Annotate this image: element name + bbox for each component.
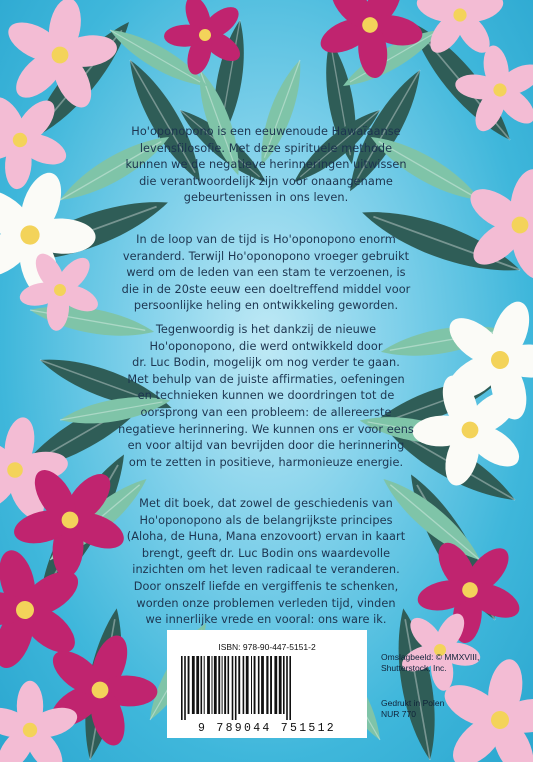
barcode-bar <box>283 656 285 714</box>
plumeria-flower <box>448 154 533 294</box>
text-line: oorsprong van een probleem: de allereerste <box>140 405 392 419</box>
text-line: om te zetten in positieve, harmonieuze energie. <box>128 455 404 469</box>
barcode-bar <box>286 656 288 720</box>
text-line: Met dit boek, dat zowel de geschiedenis van <box>139 497 393 510</box>
barcode-bar <box>254 656 256 714</box>
text-line: Door onszelf liefde en vergiffenis te schenken, <box>133 579 399 593</box>
image-credit <box>381 652 479 674</box>
barcode-bar <box>279 656 282 714</box>
text-line: Ho'oponopono is een eeuwenoude Hawaïaanse <box>131 125 401 138</box>
text-line: en technieken kunnen we doordringen tot de <box>137 389 395 403</box>
barcode-bar <box>243 656 245 714</box>
barcode-bar <box>232 656 234 720</box>
text-line: en voor altijd van bevrijden door die herinnering <box>127 439 405 453</box>
print-country: Gedrukt in Polen <box>381 698 445 708</box>
text-line: veranderd. Terwijl Ho'oponopono vroeger gebruikt <box>122 249 410 263</box>
barcode-bar <box>289 656 291 720</box>
barcode-bar <box>266 656 268 714</box>
barcode-bar <box>251 656 252 714</box>
paragraph-book <box>110 496 422 629</box>
text-line: persoonlijke heling en ontwikkeling geworden. <box>133 299 399 313</box>
nur-code: NUR 770 <box>381 709 416 719</box>
barcode-panel <box>167 630 367 738</box>
barcode-bar <box>212 656 213 714</box>
barcode-bar <box>204 656 205 714</box>
barcode-bar <box>261 656 264 714</box>
credit-line: Omslagbeeld: © MMXVIII, <box>381 652 480 662</box>
barcode-bar <box>207 656 210 714</box>
barcode-bar <box>228 656 230 714</box>
barcode-bar <box>246 656 249 714</box>
text-line: Met behulp van de juiste affirmaties, oefeningen <box>127 372 405 386</box>
text-line: werd om de leden van een stam te verzoenen, is <box>126 266 406 280</box>
flower-petals <box>446 37 533 141</box>
barcode-bar <box>201 656 203 714</box>
barcode-bar <box>188 656 190 714</box>
paragraph-intro <box>110 124 422 207</box>
barcode-number: 9 789044 751512 <box>197 722 337 735</box>
text-line: inzichten om het leven radicaal te veranderen. <box>132 563 400 577</box>
text-line: In de loop van de tijd is Ho'oponopono enorm <box>136 233 396 246</box>
text-line: worden onze problemen verleden tijd, vinden <box>136 596 396 610</box>
text-line: kunnen we de negatieve herinneringen uitwissen <box>125 158 407 172</box>
barcode-bar <box>270 656 272 714</box>
barcode-bar <box>196 656 199 714</box>
barcode-bar <box>222 656 223 714</box>
text-line: Ho'oponopono als de belangrijkste principes <box>139 513 393 527</box>
barcode-bar <box>235 656 237 720</box>
barcode-bar <box>218 656 220 714</box>
text-line: Tegenwoordig is het dankzij de nieuwe <box>155 323 377 336</box>
text-line: (Aloha, de Huna, Mana enzovoort) ervan in kaart <box>126 530 406 544</box>
print-info <box>381 698 444 720</box>
text-line: gebeurtenissen in ons leven. <box>183 191 349 205</box>
plumeria-flower <box>446 37 533 141</box>
barcode-bar <box>258 656 260 714</box>
text-line: dr. Luc Bodin, mogelijk om nog verder te gaan. <box>132 356 400 370</box>
barcode-bar <box>184 656 186 720</box>
text-line: levensfilosofie. Met deze spirituele methode <box>139 141 393 155</box>
barcode-bar <box>181 656 183 720</box>
credit-line: Shutterstock, Inc. <box>381 663 447 673</box>
paragraph-modern <box>110 322 422 471</box>
barcode-bar <box>238 656 240 714</box>
paragraph-history <box>110 232 422 315</box>
text-line: we innerlijke vrede en vooral: ons ware ik. <box>145 613 387 627</box>
barcode-bar <box>192 656 195 714</box>
text-line: Ho'oponopono, die werd ontwikkeld door <box>149 339 383 353</box>
text-line: brengt, geeft dr. Luc Bodin ons waardevolle <box>141 546 391 560</box>
text-line: negatieve herinnering. We kunnen ons er voor eens <box>118 422 414 436</box>
barcode-bars <box>177 656 357 720</box>
flower-center <box>23 723 37 737</box>
barcode-bar <box>274 656 277 714</box>
text-line: die in de 20ste eeuw een doeltreffend middel voor <box>121 282 411 296</box>
barcode-bar <box>214 656 217 714</box>
barcode-bar <box>224 656 226 714</box>
flower-center <box>453 8 466 21</box>
text-line: die verantwoordelijk zijn voor onaangename <box>139 174 393 188</box>
isbn-label: ISBN: 978-90-447-5151-2 <box>218 642 316 652</box>
